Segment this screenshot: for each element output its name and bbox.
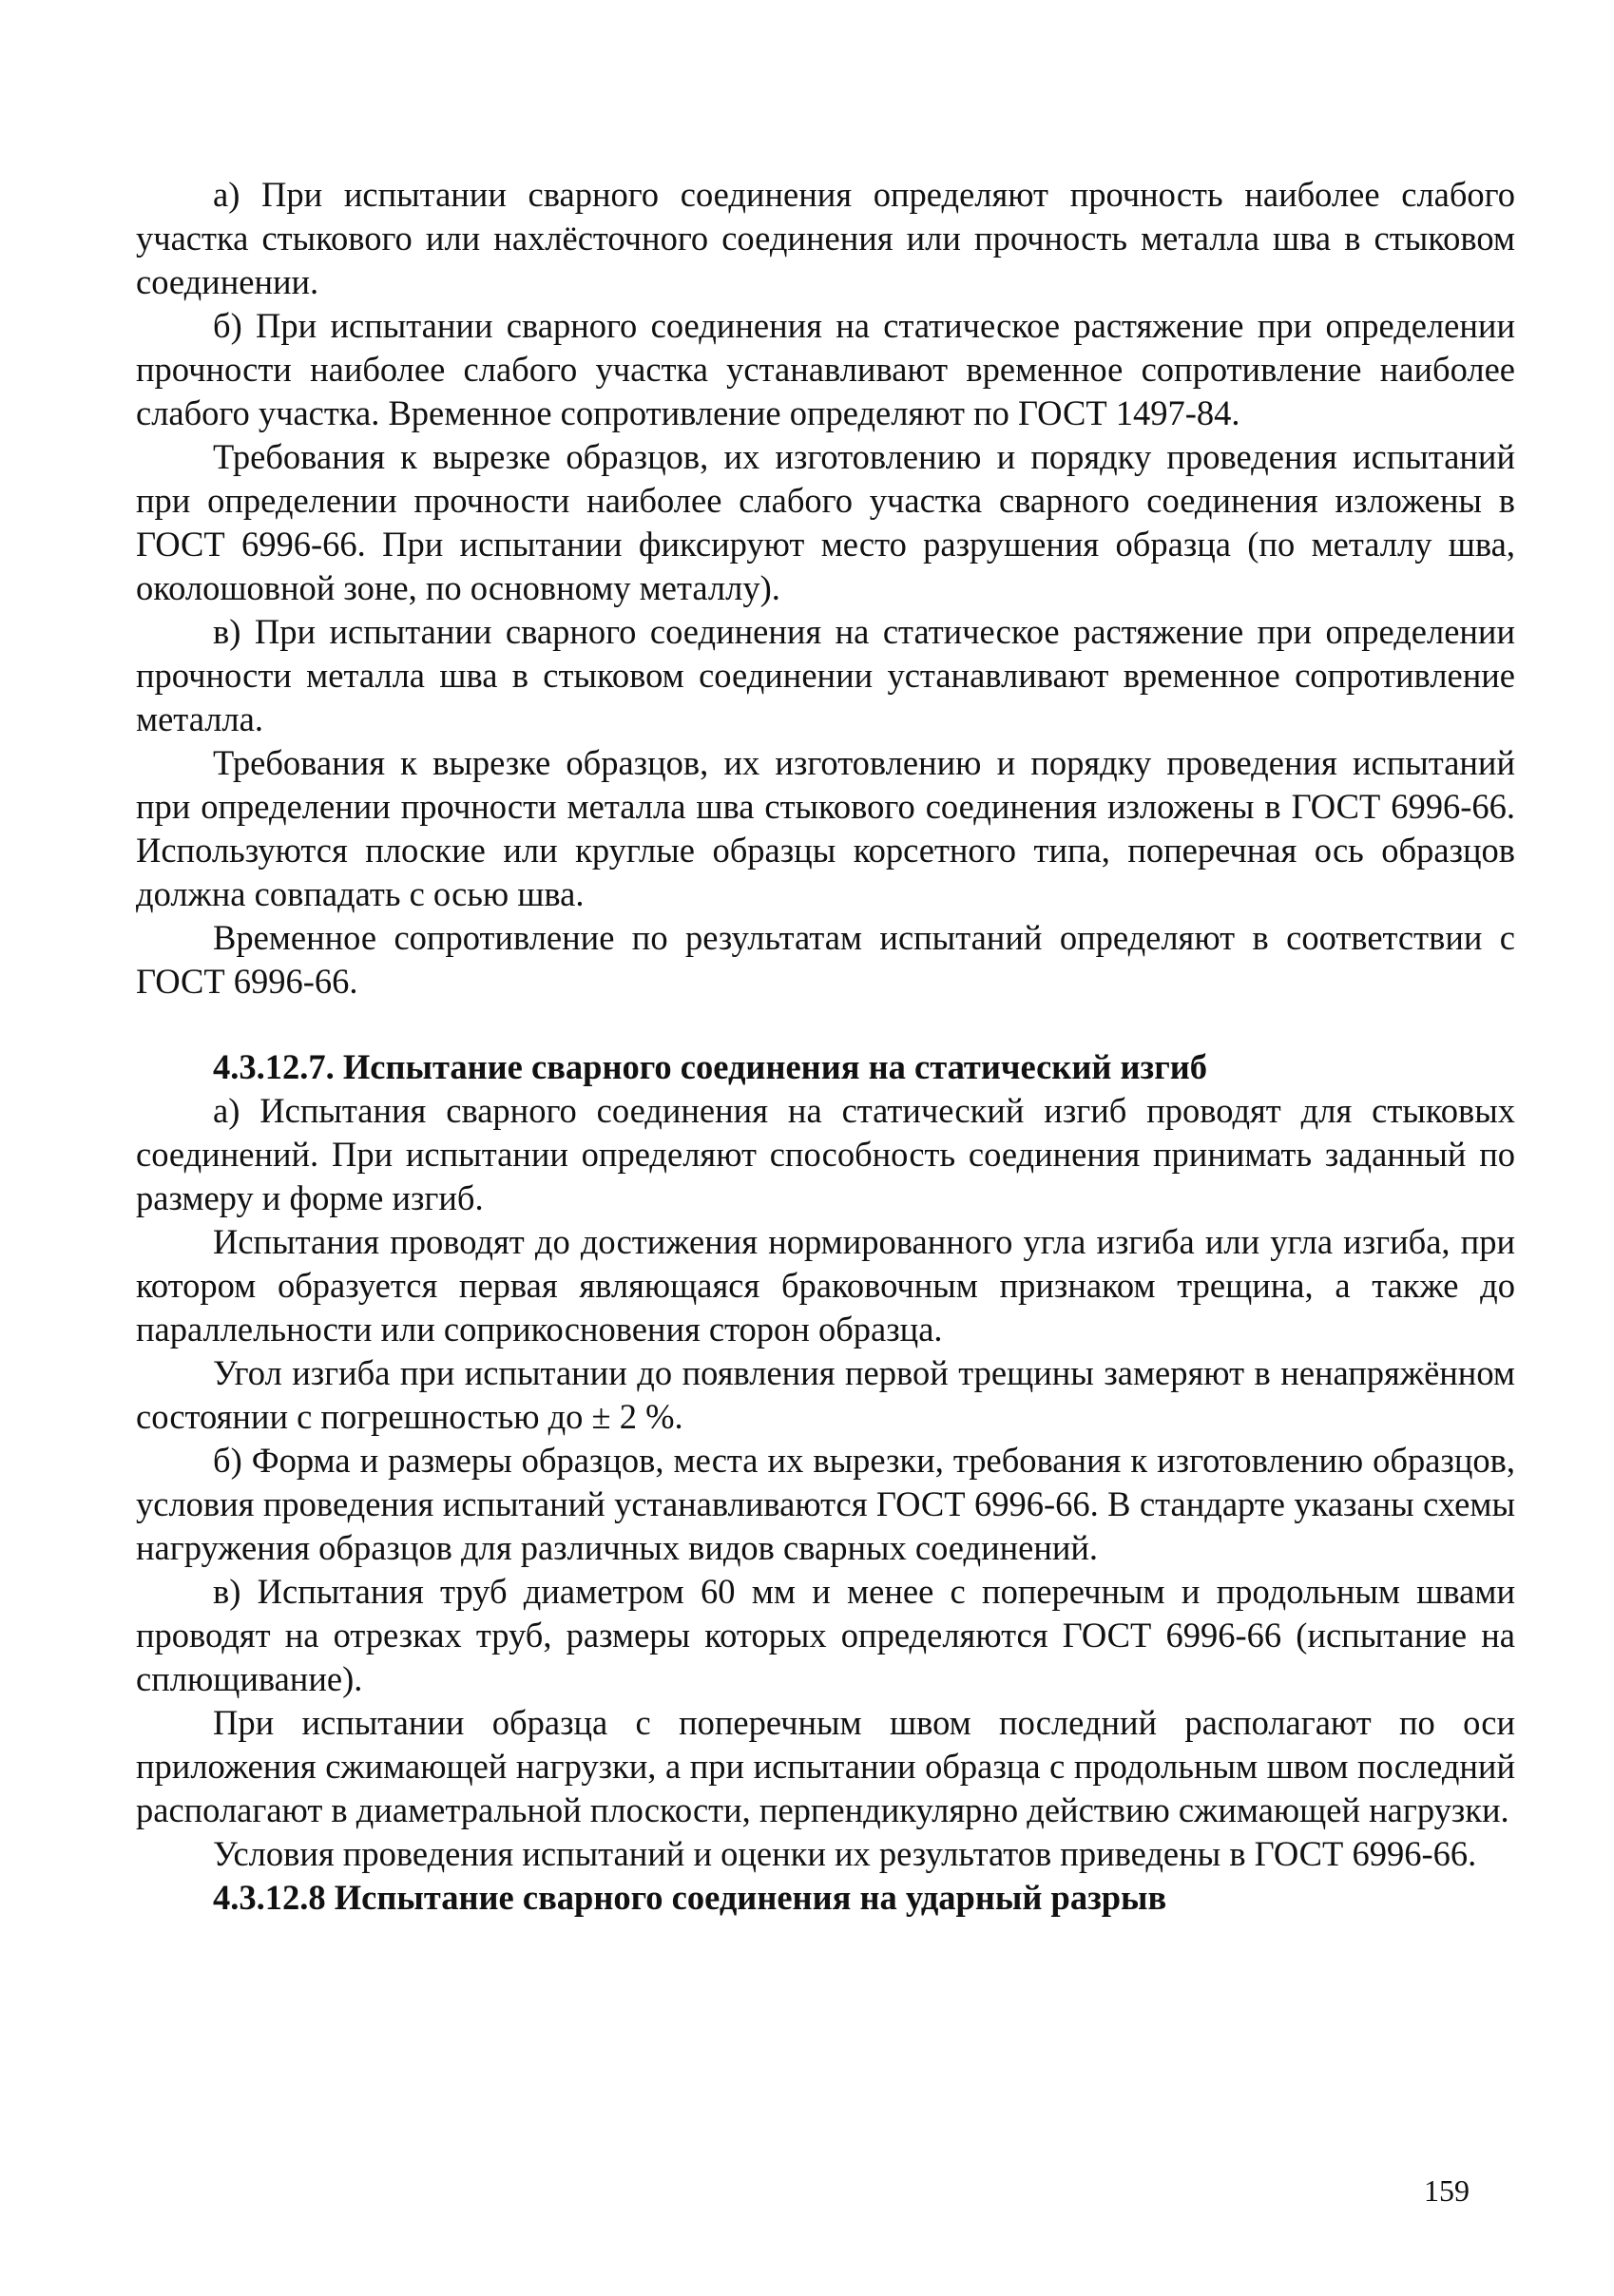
paragraph: Требования к вырезке образцов, их изготовлению и порядку проведения испытаний при определении прочности наиболее слабого участка сварного соединения изложены в ГОСТ 6996-66. При испытании фиксируют место разрушения образца (по металлу шва, околошовной зоне, по основному металлу). [136, 437, 1515, 607]
section-spacer [136, 1004, 1515, 1045]
paragraph: Условия проведения испытаний и оценки их результатов приведены в ГОСТ 6996-66. [213, 1834, 1477, 1873]
paragraph: б) Форма и размеры образцов, места их вырезки, требования к изготовлению образцов, условия проведения испытаний устанавливаются ГОСТ 6996-66. В стандарте указаны схемы нагружения образцов для различных видов сварных соединений. [136, 1441, 1515, 1567]
paragraph: а) Испытания сварного соединения на статический изгиб проводят для стыковых соединений. При испытании определяют способность соединения принимать заданный по размеру и форме изгиб. [136, 1091, 1515, 1217]
paragraph: б) При испытании сварного соединения на статическое растяжение при определении прочности наиболее слабого участка устанавливают временное сопротивление наиболее слабого участка. Временное сопротивление определяют по ГОСТ 1497-84. [136, 306, 1515, 432]
section-heading-static-bend: 4.3.12.7. Испытание сварного соединения на статический изгиб [213, 1047, 1208, 1086]
paragraph: При испытании образца с поперечным швом последний располагают по оси приложения сжимающей нагрузки, а при испытании образца с продольным швом последний располагают в диаметральной плоскости, перпендикулярно действию сжимающей нагрузки. [136, 1703, 1515, 1829]
paragraph: в) При испытании сварного соединения на статическое растяжение при определении прочности металла шва в стыковом соединении устанавливают временное сопротивление металла. [136, 612, 1515, 738]
paragraph: в) Испытания труб диаметром 60 мм и менее с поперечным и продольным швами проводят на отрезках труб, размеры которых определяются ГОСТ 6996-66 (испытание на сплющивание). [136, 1572, 1515, 1698]
paragraph: Испытания проводят до достижения нормированного угла изгиба или угла изгиба, при котором образуется первая являющаяся браковочным признаком трещина, а также до параллельности или соприкосновения сторон образца. [136, 1222, 1515, 1349]
paragraph: Требования к вырезке образцов, их изготовлению и порядку проведения испытаний при определении прочности металла шва стыкового соединения изложены в ГОСТ 6996-66. Используются плоские или круглые образцы корсетного типа, поперечная ось образцов должна совпадать с осью шва. [136, 743, 1515, 913]
paragraph: Угол изгиба при испытании до появления первой трещины замеряют в ненапряжённом состоянии с погрешностью до ± 2 %. [136, 1353, 1515, 1436]
paragraph: а) При испытании сварного соединения определяют прочность наиболее слабого участка стыкового или нахлёсточного соединения или прочность металла шва в стыковом соединении. [136, 175, 1515, 301]
paragraph: Временное сопротивление по результатам испытаний определяют в соответствии с ГОСТ 6996-66. [136, 918, 1515, 1001]
page-number: 159 [1424, 2173, 1470, 2208]
section-heading-impact-rupture: 4.3.12.8 Испытание сварного соединения на ударный разрыв [213, 1878, 1167, 1917]
